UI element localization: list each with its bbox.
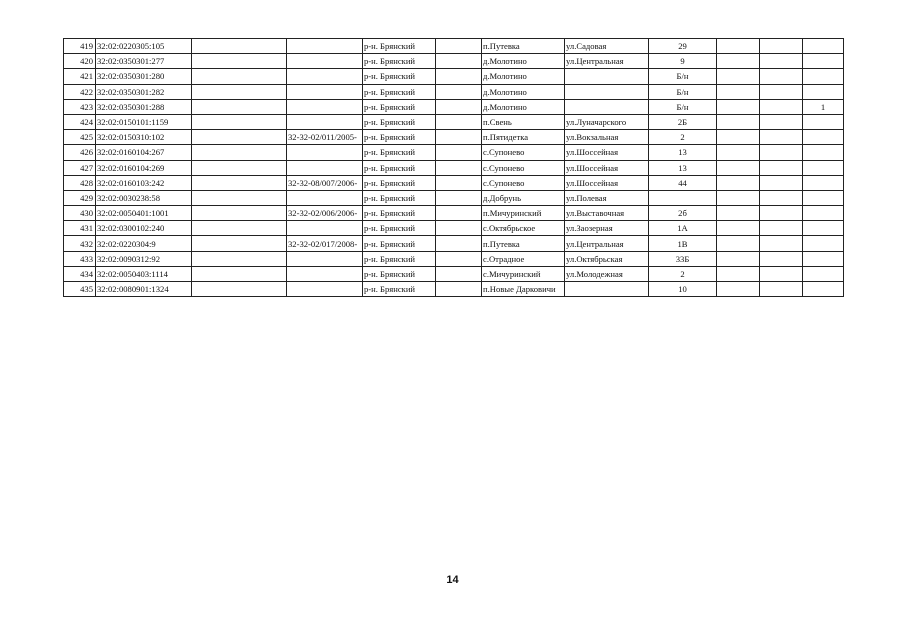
district-cell: р-н. Брянский: [363, 69, 436, 84]
empty-cell: [760, 84, 803, 99]
row-number-cell: 433: [64, 251, 96, 266]
district-cell: р-н. Брянский: [363, 54, 436, 69]
table-row: [64, 206, 844, 221]
cadastral-number-cell: 32:02:0160103:242: [96, 175, 192, 190]
empty-cell: [760, 190, 803, 205]
empty-cell: [436, 190, 482, 205]
cadastral-number-cell: 32:02:0300102:240: [96, 221, 192, 236]
table-row: [64, 54, 844, 69]
house-number-cell: 33Б: [649, 251, 717, 266]
street-cell: ул.Центральная: [565, 236, 649, 251]
count-cell: [803, 282, 844, 297]
street-cell: [565, 69, 649, 84]
cadastral-number-cell: 32:02:0350301:282: [96, 84, 192, 99]
street-cell: ул.Шоссейная: [565, 145, 649, 160]
district-cell: р-н. Брянский: [363, 190, 436, 205]
cadastral-number-cell: 32:02:0050401:1001: [96, 206, 192, 221]
count-cell: [803, 145, 844, 160]
cadastral-number-cell: 32:02:0160104:269: [96, 160, 192, 175]
count-cell: [803, 130, 844, 145]
empty-cell: [192, 54, 287, 69]
empty-cell: [436, 175, 482, 190]
house-number-cell: 2: [649, 266, 717, 281]
empty-cell: [192, 206, 287, 221]
cadastral-number-cell: 32:02:0150310:102: [96, 130, 192, 145]
empty-cell: [192, 190, 287, 205]
house-number-cell: 1В: [649, 236, 717, 251]
registration-number-cell: [287, 221, 363, 236]
empty-cell: [717, 69, 760, 84]
count-cell: [803, 39, 844, 54]
street-cell: ул.Шоссейная: [565, 175, 649, 190]
row-number-cell: 432: [64, 236, 96, 251]
house-number-cell: 1А: [649, 221, 717, 236]
row-number-cell: 434: [64, 266, 96, 281]
locality-cell: п.Путевка: [482, 236, 565, 251]
registration-number-cell: 32-32-08/007/2006-: [287, 175, 363, 190]
empty-cell: [760, 221, 803, 236]
table-row: [64, 145, 844, 160]
row-number-cell: 422: [64, 84, 96, 99]
locality-cell: п.Мичуринский: [482, 206, 565, 221]
row-number-cell: 420: [64, 54, 96, 69]
empty-cell: [760, 54, 803, 69]
house-number-cell: 2Б: [649, 114, 717, 129]
registration-number-cell: [287, 190, 363, 205]
cadastral-number-cell: 32:02:0090312:92: [96, 251, 192, 266]
table-row: [64, 39, 844, 54]
empty-cell: [717, 251, 760, 266]
empty-cell: [436, 221, 482, 236]
house-number-cell: Б/н: [649, 84, 717, 99]
registration-number-cell: [287, 251, 363, 266]
registration-number-cell: [287, 282, 363, 297]
locality-cell: п.Свень: [482, 114, 565, 129]
district-cell: р-н. Брянский: [363, 84, 436, 99]
count-cell: 1: [803, 99, 844, 114]
count-cell: [803, 175, 844, 190]
table-row: [64, 175, 844, 190]
empty-cell: [717, 84, 760, 99]
empty-cell: [436, 114, 482, 129]
locality-cell: д.Молотино: [482, 99, 565, 114]
row-number-cell: 429: [64, 190, 96, 205]
table-row: [64, 99, 844, 114]
empty-cell: [717, 54, 760, 69]
empty-cell: [436, 130, 482, 145]
row-number-cell: 427: [64, 160, 96, 175]
empty-cell: [717, 206, 760, 221]
locality-cell: с.Отрадное: [482, 251, 565, 266]
row-number-cell: 424: [64, 114, 96, 129]
house-number-cell: 29: [649, 39, 717, 54]
district-cell: р-н. Брянский: [363, 145, 436, 160]
street-cell: ул.Луначарского: [565, 114, 649, 129]
table-row: [64, 251, 844, 266]
row-number-cell: 425: [64, 130, 96, 145]
row-number-cell: 423: [64, 99, 96, 114]
empty-cell: [436, 84, 482, 99]
district-cell: р-н. Брянский: [363, 130, 436, 145]
house-number-cell: Б/н: [649, 99, 717, 114]
count-cell: [803, 251, 844, 266]
table-row: [64, 266, 844, 281]
house-number-cell: Б/н: [649, 69, 717, 84]
empty-cell: [192, 175, 287, 190]
property-register-table: [63, 38, 844, 297]
street-cell: ул.Выставочная: [565, 206, 649, 221]
empty-cell: [192, 69, 287, 84]
cadastral-number-cell: 32:02:0050403:1114: [96, 266, 192, 281]
empty-cell: [717, 39, 760, 54]
table-row: [64, 130, 844, 145]
table-row: [64, 282, 844, 297]
empty-cell: [717, 145, 760, 160]
empty-cell: [717, 236, 760, 251]
locality-cell: д.Молотино: [482, 84, 565, 99]
empty-cell: [436, 160, 482, 175]
count-cell: [803, 84, 844, 99]
cadastral-number-cell: 32:02:0350301:280: [96, 69, 192, 84]
cadastral-number-cell: 32:02:0220305:105: [96, 39, 192, 54]
registration-number-cell: [287, 39, 363, 54]
row-number-cell: 428: [64, 175, 96, 190]
district-cell: р-н. Брянский: [363, 160, 436, 175]
empty-cell: [760, 266, 803, 281]
count-cell: [803, 266, 844, 281]
cadastral-number-cell: 32:02:0220304:9: [96, 236, 192, 251]
empty-cell: [717, 160, 760, 175]
table-row: [64, 69, 844, 84]
empty-cell: [717, 221, 760, 236]
table-row: [64, 236, 844, 251]
empty-cell: [192, 39, 287, 54]
empty-cell: [760, 69, 803, 84]
district-cell: р-н. Брянский: [363, 266, 436, 281]
count-cell: [803, 114, 844, 129]
locality-cell: с.Мичуринский: [482, 266, 565, 281]
empty-cell: [760, 175, 803, 190]
empty-cell: [760, 130, 803, 145]
district-cell: р-н. Брянский: [363, 99, 436, 114]
street-cell: ул.Октябрьская: [565, 251, 649, 266]
row-number-cell: 435: [64, 282, 96, 297]
district-cell: р-н. Брянский: [363, 206, 436, 221]
cadastral-number-cell: 32:02:0150101:1159: [96, 114, 192, 129]
count-cell: [803, 236, 844, 251]
property-register-table-container: [63, 38, 844, 297]
registration-number-cell: 32-32-02/006/2006-: [287, 206, 363, 221]
empty-cell: [717, 175, 760, 190]
empty-cell: [760, 160, 803, 175]
empty-cell: [436, 206, 482, 221]
empty-cell: [192, 130, 287, 145]
count-cell: [803, 190, 844, 205]
locality-cell: с.Супонево: [482, 160, 565, 175]
count-cell: [803, 69, 844, 84]
empty-cell: [192, 282, 287, 297]
empty-cell: [436, 99, 482, 114]
empty-cell: [436, 266, 482, 281]
empty-cell: [760, 206, 803, 221]
row-number-cell: 421: [64, 69, 96, 84]
cadastral-number-cell: 32:02:0350301:288: [96, 99, 192, 114]
empty-cell: [192, 266, 287, 281]
cadastral-number-cell: 32:02:0160104:267: [96, 145, 192, 160]
house-number-cell: 44: [649, 175, 717, 190]
locality-cell: с.Октябрьское: [482, 221, 565, 236]
street-cell: ул.Заозерная: [565, 221, 649, 236]
district-cell: р-н. Брянский: [363, 39, 436, 54]
house-number-cell: 13: [649, 160, 717, 175]
district-cell: р-н. Брянский: [363, 282, 436, 297]
registration-number-cell: 32-32-02/011/2005-: [287, 130, 363, 145]
empty-cell: [760, 99, 803, 114]
empty-cell: [192, 114, 287, 129]
table-body: [64, 39, 844, 297]
empty-cell: [436, 282, 482, 297]
empty-cell: [717, 99, 760, 114]
empty-cell: [436, 145, 482, 160]
house-number-cell: 2б: [649, 206, 717, 221]
registration-number-cell: [287, 160, 363, 175]
empty-cell: [192, 251, 287, 266]
table-row: [64, 114, 844, 129]
street-cell: ул.Садовая: [565, 39, 649, 54]
registration-number-cell: [287, 99, 363, 114]
street-cell: [565, 84, 649, 99]
street-cell: ул.Молодежная: [565, 266, 649, 281]
cadastral-number-cell: 32:02:0080901:1324: [96, 282, 192, 297]
district-cell: р-н. Брянский: [363, 175, 436, 190]
cadastral-number-cell: 32:02:0350301:277: [96, 54, 192, 69]
locality-cell: д.Молотино: [482, 54, 565, 69]
empty-cell: [192, 160, 287, 175]
empty-cell: [717, 266, 760, 281]
empty-cell: [717, 130, 760, 145]
street-cell: [565, 99, 649, 114]
registration-number-cell: [287, 145, 363, 160]
cadastral-number-cell: 32:02:0030238:58: [96, 190, 192, 205]
empty-cell: [192, 99, 287, 114]
locality-cell: п.Пятидетка: [482, 130, 565, 145]
empty-cell: [760, 114, 803, 129]
street-cell: ул.Полевая: [565, 190, 649, 205]
empty-cell: [192, 236, 287, 251]
empty-cell: [192, 84, 287, 99]
row-number-cell: 426: [64, 145, 96, 160]
street-cell: ул.Центральная: [565, 54, 649, 69]
registration-number-cell: [287, 54, 363, 69]
empty-cell: [192, 221, 287, 236]
empty-cell: [760, 236, 803, 251]
street-cell: ул.Шоссейная: [565, 160, 649, 175]
house-number-cell: [649, 190, 717, 205]
page-number: 14: [446, 574, 459, 586]
empty-cell: [192, 145, 287, 160]
locality-cell: с.Супонево: [482, 145, 565, 160]
table-row: [64, 190, 844, 205]
empty-cell: [717, 114, 760, 129]
locality-cell: п.Новые Дарковичи: [482, 282, 565, 297]
house-number-cell: 9: [649, 54, 717, 69]
registration-number-cell: [287, 84, 363, 99]
empty-cell: [760, 282, 803, 297]
row-number-cell: 419: [64, 39, 96, 54]
row-number-cell: 431: [64, 221, 96, 236]
locality-cell: с.Супонево: [482, 175, 565, 190]
district-cell: р-н. Брянский: [363, 236, 436, 251]
district-cell: р-н. Брянский: [363, 114, 436, 129]
empty-cell: [717, 282, 760, 297]
table-row: [64, 221, 844, 236]
table-row: [64, 160, 844, 175]
street-cell: [565, 282, 649, 297]
row-number-cell: 430: [64, 206, 96, 221]
empty-cell: [436, 54, 482, 69]
empty-cell: [436, 69, 482, 84]
empty-cell: [760, 145, 803, 160]
empty-cell: [436, 251, 482, 266]
district-cell: р-н. Брянский: [363, 221, 436, 236]
empty-cell: [436, 39, 482, 54]
house-number-cell: 13: [649, 145, 717, 160]
empty-cell: [760, 39, 803, 54]
district-cell: р-н. Брянский: [363, 251, 436, 266]
table-row: [64, 84, 844, 99]
registration-number-cell: 32-32-02/017/2008-: [287, 236, 363, 251]
count-cell: [803, 221, 844, 236]
count-cell: [803, 206, 844, 221]
empty-cell: [436, 236, 482, 251]
count-cell: [803, 160, 844, 175]
house-number-cell: 10: [649, 282, 717, 297]
registration-number-cell: [287, 114, 363, 129]
registration-number-cell: [287, 69, 363, 84]
locality-cell: д.Добрунь: [482, 190, 565, 205]
locality-cell: п.Путевка: [482, 39, 565, 54]
registration-number-cell: [287, 266, 363, 281]
locality-cell: д.Молотино: [482, 69, 565, 84]
empty-cell: [717, 190, 760, 205]
empty-cell: [760, 251, 803, 266]
street-cell: ул.Вокзальная: [565, 130, 649, 145]
house-number-cell: 2: [649, 130, 717, 145]
count-cell: [803, 54, 844, 69]
